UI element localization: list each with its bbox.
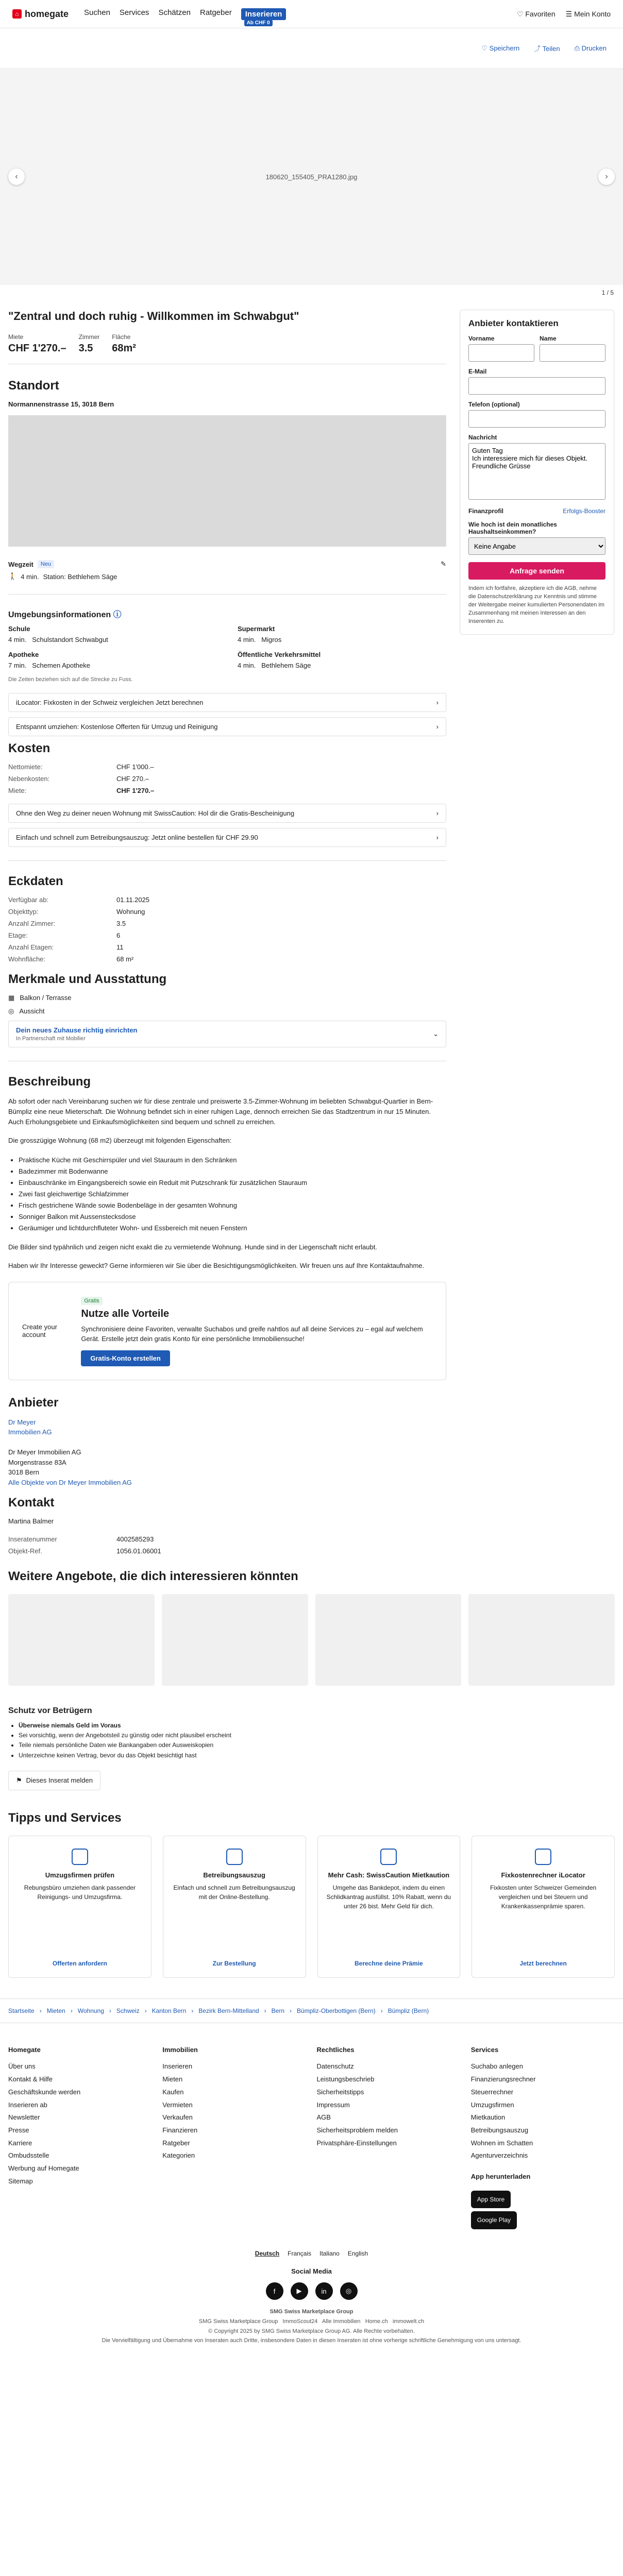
save-button[interactable]: ♡ Speichern bbox=[481, 44, 520, 52]
service-card-ilocator: Fixkostenrechner iLocator Fixkosten unter Schweizer Gemeinden vergleichen und bei Steuern und Krankenkassenprämie sparen. Jetzt berechnen bbox=[472, 1836, 615, 1978]
footer-col-homegate: Homegate Über uns Kontakt & Hilfe Geschäftskunde werden Inserieren ab Newsletter Presse Karriere Ombudsstelle Werbung auf Homegate Sitemap bbox=[8, 2045, 81, 2185]
nav-schaetzen[interactable]: Schätzen bbox=[158, 8, 191, 17]
features-title: Merkmale und Ausstattung bbox=[8, 972, 167, 986]
chevron-right-icon: › bbox=[436, 723, 439, 731]
document-icon bbox=[226, 1849, 243, 1865]
recommendation-card[interactable] bbox=[315, 1594, 462, 1686]
divider bbox=[8, 594, 446, 595]
service-card-caution: Mehr Cash: SwissCaution Mietkaution Umgehe das Bankdepot, indem du einen Schlidkantrag ausfüllst. 10% Rabatt, wenn du unter 26 bist. Mehr Geld für dich. Berechne deine Prämie bbox=[317, 1836, 461, 1978]
walk-icon: 🚶 bbox=[8, 572, 17, 580]
recommendation-card[interactable] bbox=[8, 1594, 155, 1686]
recommendation-card[interactable] bbox=[162, 1594, 308, 1686]
chevron-right-icon: › bbox=[436, 809, 439, 817]
fraud-title: Schutz vor Betrügern bbox=[8, 1706, 92, 1715]
instagram-icon[interactable]: ◎ bbox=[340, 2282, 358, 2300]
feature-view: ◎ Aussicht bbox=[8, 1007, 45, 1015]
service-card-betreibung: Betreibungsauszug Einfach und schnell zum Betreibungsauszug mit der Online-Bestellung. Zur Bestellung bbox=[163, 1836, 306, 1978]
site-header bbox=[0, 0, 623, 28]
email-input[interactable] bbox=[468, 377, 605, 395]
box-icon bbox=[72, 1849, 88, 1865]
map[interactable] bbox=[8, 415, 446, 547]
costs-title: Kosten bbox=[8, 741, 50, 755]
description: Ab sofort oder nach Vereinbarung suchen wir für diese zentrale und preiswerte 3.5-Zimmer-Wohnung im beliebten Schwabgut-Quartier in Bern-Bümpliz eine neue Mieterschaft. Die Wohnung befindet sich in einer ruhigen Lage, dennoch erreichen Sie das Stadtzentrum in nur 15 Minuten. Auch Erholungsgebiete und Einkaufsmöglichkeiten sind bequem und schnell zu erreichen. Die grosszügige Wohnung (68 m2) überzeugt mit folgenden Eigenschaften: • Praktische Küche mit Geschirrspüler und viel Stauraum in den Schränken • Badezimmer mit Bodenwanne • Einbauschränke im Eingangsbereich sowie ein Reduit mit Putzschrank für zusätzlichen Stauraum • Zwei fast gleichwertige Schlafzimmer • Frisch gestrichene Wände sowie Bodenbeläge in der gesamten Wohnung • Sonniger Balkon mit Aussenstecksdose • Geräumiger und lichtdurchfluteter Wohn- und Essbereich mit neuen Fenstern Die Bilder sind typähnlich und zeigen nicht exakt die zu vermietende Wohnung. Hunde sind in der Liegenschaft nicht erlaubt. Haben wir Ihr Interesse geweckt? Gerne informieren wir Sie über die Besichtigungsmöglichkeiten. Wir freuen uns auf Ihre Kontaktaufnahme. bbox=[8, 1096, 446, 1272]
youtube-icon[interactable]: ▶ bbox=[291, 2282, 308, 2300]
contact-form: Anbieter kontaktieren Vorname Name E-Mail Telefon (optional) Nachricht Guten Tag Ich interessiere mich für dieses Objekt. Freundliche Grüsse Finanzprofil Erfolgs-Booster Wie hoch ist dein monatliches Haushaltseinkommen? Keine Angabe Anfrage senden Indem ich fortfahre, akzeptiere ich die AGB, nehme die Datenschutzerklärung zur Kenntnis und stimme der Weitergabe meiner kumulierten Personendaten im Zusammenhang mit meinen Interessen an den Inserenten zu. bbox=[460, 310, 614, 635]
social-links bbox=[8, 2282, 615, 2300]
privacy-note: Indem ich fortfahre, akzeptiere ich die AGB, nehme die Datenschutzerklärung zur Kenntnis und stimme der Weitergabe meiner kumulierten Personendaten im Zusammenhang mit meinen Interessen an den Inserenten zu. bbox=[468, 585, 604, 624]
message-textarea[interactable] bbox=[468, 443, 605, 500]
service-link[interactable]: Berechne deine Prämie bbox=[355, 1959, 423, 1967]
features-list bbox=[8, 994, 446, 1015]
commute-row: 🚶 4 min. Station: Bethlehem Säge bbox=[8, 572, 117, 581]
footer: Homegate Über uns Kontakt & Hilfe Geschäftskunde werden Inserieren ab Newsletter Presse Karriere Ombudsstelle Werbung auf Homegate Sitemap Immobilien Inserieren Mieten Kaufen Vermieten Verkaufen Finanzieren Ratgeber Kategorien Rechtliches Datenschutz Leistungsbeschrieb Sicherheitstipps Impressum AGB Sicherheitsproblem melden Privatsphäre-Einstellungen Services Suchabo anlegen Finanzierungsrechner Steuerrechner Umzugsfirmen Mietkaution Betreibungsauszug Wohnen im Schatten Agenturverzeichnis App herunterladen App Store Google Play Deutsch Français Italiano English Social Media f ▶ in ◎ SMG Swiss Marketplace Group SMG Swiss Marketplace Group ImmoScout24 Alle Immobilien Home.ch immowelt.ch © Copyright 2025 by SMG Swiss Marketplace Group AG. Alle Rechte vorbehalten. Die Vervielfältigung und Übernahme von Inseraten auch Dritte, insbesondere Daten in diesen Inseraten ist ohne vorherige schriftliche Genehmigung von uns untersagt. bbox=[0, 2023, 623, 2356]
favorites-link[interactable]: ♡ Favoriten bbox=[516, 9, 555, 18]
edit-icon[interactable]: ✎ bbox=[441, 560, 446, 568]
divider bbox=[8, 860, 446, 861]
nav-suchen[interactable]: Suchen bbox=[84, 8, 110, 17]
send-request-button[interactable]: Anfrage senden bbox=[468, 562, 605, 580]
reference-table: Inseratenummer 4002585293 Objekt-Ref. 1056.01.06001 bbox=[8, 1535, 161, 1555]
report-listing-button[interactable]: ⚑ Dieses Inserat melden bbox=[8, 1771, 100, 1790]
service-link[interactable]: Zur Bestellung bbox=[212, 1959, 256, 1967]
env-transport: Öffentliche Verkehrsmittel 4 min. Bethlehem Säge bbox=[238, 651, 321, 669]
description-list: • Praktische Küche mit Geschirrspüler und viel Stauraum in den Schränken • Badezimmer mit Bodenwanne • Einbauschränke im Eingangsbereich sowie ein Reduit mit Putzschrank für zusätzlichen Stauraum • Zwei fast gleichwertige Schlafzimmer • Frisch gestrichene Wände sowie Bodenbeläge in der gesamten Wohnung • Sonniger Balkon mit Aussenstecksdose • Geräumiger und lichtdurchfluteter Wohn- und Essbereich mit neuen Fenstern bbox=[19, 1155, 446, 1234]
action-bar bbox=[0, 28, 623, 69]
footer-col-services: Services Suchabo anlegen Finanzierungsrechner Steuerrechner Umzugsfirmen Mietkaution Betreibungsauszug Wohnen im Schatten Agenturverzeichnis App herunterladen App Store Google Play bbox=[471, 2044, 615, 2229]
gallery-prev-icon[interactable]: ‹ bbox=[8, 168, 25, 185]
phone-input[interactable] bbox=[468, 410, 605, 428]
view-icon: ◎ bbox=[8, 1007, 14, 1015]
provider-title: Anbieter bbox=[8, 1395, 59, 1410]
service-card-moving: Umzugsfirmen prüfen Rebungsbüro umziehen dank passender Reinigungs- und Umzugsfirma. Offerten anfordern bbox=[8, 1836, 151, 1978]
inserieren-button[interactable]: Inserieren Ab CHF 0 bbox=[241, 8, 287, 20]
money-icon bbox=[380, 1849, 397, 1865]
costs-table: Nettomiete: CHF 1'000.– Nebenkosten: CHF 270.– Miete: CHF 1'270.– bbox=[8, 763, 155, 794]
google-play-button[interactable]: Google Play bbox=[471, 2211, 517, 2229]
home-icon: ⌂ bbox=[12, 9, 22, 19]
provider-link-2[interactable]: Immobilien AG bbox=[8, 1428, 52, 1436]
env-note: Die Zeiten beziehen sich auf die Strecke zu Fuss. bbox=[8, 676, 133, 683]
env-supermarket: Supermarkt 4 min. Migros bbox=[238, 625, 282, 643]
homegate-logo[interactable]: ⌂ homegate bbox=[12, 9, 69, 20]
map-icon bbox=[535, 1849, 551, 1865]
contact-title: Kontakt bbox=[8, 1496, 55, 1510]
account-menu[interactable]: ☰ Mein Konto bbox=[565, 9, 611, 18]
image-gallery[interactable] bbox=[0, 69, 623, 296]
language-switcher: Deutsch Français Italiano English bbox=[255, 2250, 368, 2258]
main-nav bbox=[84, 8, 286, 26]
ilocator-banner[interactable]: iLocator: Fixkosten in der Schweiz vergleichen Jetzt berechnen › bbox=[8, 693, 446, 712]
contact-name: Martina Balmer bbox=[8, 1517, 54, 1525]
chevron-right-icon: › bbox=[436, 699, 439, 706]
provider-link[interactable]: Dr Meyer bbox=[8, 1418, 36, 1426]
listing-title: "Zentral und doch ruhig - Willkommen im Schwabgut" bbox=[8, 310, 299, 323]
more-offers-title: Weitere Angebote, die dich interessieren könnten bbox=[8, 1569, 298, 1583]
linkedin-icon[interactable]: in bbox=[315, 2282, 333, 2300]
env-school: Schule 4 min. Schulstandort Schwabgut bbox=[8, 625, 108, 643]
key-facts bbox=[8, 333, 446, 364]
gallery-image-name: 180620_155405_PRA1280.jpg bbox=[265, 173, 358, 181]
kpi-area: Fläche 68m² bbox=[112, 333, 136, 354]
service-link[interactable]: Jetzt berechnen bbox=[519, 1959, 567, 1967]
share-button[interactable]: ⤴ Teilen bbox=[534, 45, 560, 53]
env-pharmacy: Apotheke 7 min. Schemen Apotheke bbox=[8, 651, 90, 669]
service-link[interactable]: Offerten anfordern bbox=[52, 1959, 107, 1967]
gallery-counter: 1 / 5 bbox=[601, 289, 614, 296]
address: Normannenstrasse 15, 3018 Bern bbox=[8, 400, 114, 408]
finance-row: Finanzprofil Erfolgs-Booster bbox=[468, 507, 605, 515]
finance-link[interactable]: Erfolgs-Booster bbox=[563, 507, 605, 515]
footer-col-legal: Rechtliches Datenschutz Leistungsbeschrieb Sicherheitstipps Impressum AGB Sicherheitsproblem melden Privatsphäre-Einstellungen bbox=[316, 2045, 398, 2147]
provider-block: Dr Meyer Immobilien AG Dr Meyer Immobilien AG Morgenstrasse 83A 3018 Bern Alle Objekte von Dr Meyer Immobilien AG bbox=[8, 1418, 132, 1486]
kpi-rent: Miete CHF 1'270.– bbox=[8, 333, 66, 354]
new-badge: Neu bbox=[38, 560, 54, 568]
tips-title: Tipps und Services bbox=[8, 1810, 122, 1825]
furnish-banner[interactable]: Dein neues Zuhause richtig einrichten In Partnerschaft mit Mobilier ⌄ bbox=[8, 1021, 446, 1047]
kpi-rooms: Zimmer 3.5 bbox=[78, 333, 100, 354]
env-title: Umgebungsinformationen ⓘ bbox=[8, 611, 122, 619]
swisscaution-banner[interactable]: Ohne den Weg zu deiner neuen Wohnung mit SwissCaution: Hol dir die Gratis-Bescheinigung › bbox=[8, 804, 446, 823]
description-title: Beschreibung bbox=[8, 1075, 91, 1089]
lastname-input[interactable] bbox=[540, 344, 605, 362]
feature-balcony: ▦ Balkon / Terrasse bbox=[8, 994, 72, 1002]
fraud-list: • Überweise niemals Geld im Voraus • Sei vorsichtig, wenn der Angebotsteil zu günstig oder nicht plausibel erscheint • Teile niemals persönliche Daten wie Bankangaben oder Ausweiskopien • Unterzeichne keinen Vertrag, bevor du das Objekt besichtigt hast bbox=[19, 1721, 615, 1760]
income-select[interactable] bbox=[468, 537, 605, 555]
provider-all-link[interactable]: Alle Objekte von Dr Meyer Immobilien AG bbox=[8, 1478, 132, 1486]
nav-services[interactable]: Services bbox=[119, 8, 149, 17]
recommendation-card[interactable] bbox=[468, 1594, 615, 1686]
firstname-input[interactable] bbox=[468, 344, 534, 362]
env-grid bbox=[8, 625, 446, 669]
contact-sidebar bbox=[460, 310, 614, 1564]
location-title: Standort bbox=[8, 379, 59, 393]
breadcrumb: Startseite › Mieten › Wohnung › Schweiz › Kanton Bern › Bezirk Bern-Mittelland › Bern › Bümpliz-Oberbottigen (Bern) › Bümpliz (Bern) bbox=[0, 1998, 623, 2023]
commute-header: Wegzeit Neu ✎ bbox=[8, 560, 446, 568]
services-grid bbox=[8, 1836, 615, 1978]
moving-banner[interactable]: Entspannt umziehen: Kostenlose Offerten für Umzug und Reinigung › bbox=[8, 717, 446, 736]
account-promo: Create your account Gratis Nutze alle Vorteile Synchronisiere deine Favoriten, verwalte Suchabos und greife nahtlos auf all deine Services zu – egal auf welchem Gerät. Erstelle jetzt dein gratis Konto für eine persönliche Immobiliensuche! Gratis-Konto erstellen bbox=[8, 1282, 446, 1380]
app-store-button[interactable]: App Store bbox=[471, 2191, 511, 2209]
print-button[interactable]: ⎙ Drucken bbox=[574, 44, 607, 52]
footer-col-immobilien: Immobilien Inserieren Mieten Kaufen Vermieten Verkaufen Finanzieren Ratgeber Kategorien bbox=[162, 2045, 198, 2160]
gallery-next-icon[interactable]: › bbox=[598, 168, 615, 185]
listing-main bbox=[8, 310, 446, 1564]
chevron-right-icon: › bbox=[436, 834, 439, 841]
chevron-down-icon: ⌄ bbox=[433, 1030, 439, 1038]
info-icon[interactable]: ⓘ bbox=[113, 611, 122, 619]
recommendations bbox=[8, 1594, 615, 1686]
free-badge: Gratis bbox=[81, 1297, 102, 1305]
legal-block: SMG Swiss Marketplace Group SMG Swiss Marketplace Group ImmoScout24 Alle Immobilien Home.ch immowelt.ch © Copyright 2025 by SMG Swiss Marketplace Group AG. Alle Rechte vorbehalten. Die Vervielfältigung und Übernahme von Inseraten auch Dritte, insbesondere Daten in diesen Inseraten ist ohne vorherige schriftliche Genehmigung von uns untersagt. bbox=[102, 2309, 521, 2344]
betreibung-banner[interactable]: Einfach und schnell zum Betreibungsauszug: Jetzt online bestellen für CHF 29.90 › bbox=[8, 828, 446, 847]
details-table: Verfügbar ab: 01.11.2025 Objekttyp: Wohnung Anzahl Zimmer: 3.5 Etage: 6 Anzahl Etagen: 11 Wohnfläche: 68 m² bbox=[8, 896, 150, 963]
details-title: Eckdaten bbox=[8, 874, 63, 888]
flag-icon: ⚑ bbox=[16, 1776, 22, 1784]
balcony-icon: ▦ bbox=[8, 994, 15, 1002]
facebook-icon[interactable]: f bbox=[266, 2282, 283, 2300]
nav-ratgeber[interactable]: Ratgeber bbox=[199, 8, 232, 17]
create-account-button[interactable]: Gratis-Konto erstellen bbox=[81, 1350, 170, 1366]
